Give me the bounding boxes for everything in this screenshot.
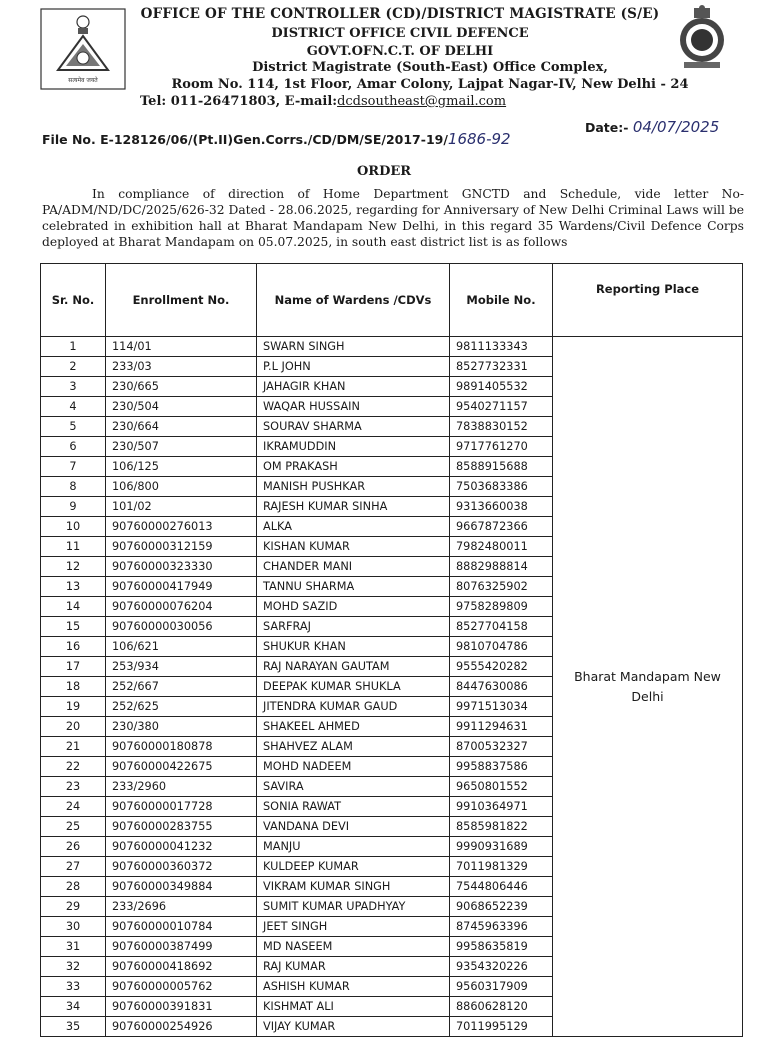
cell-name: SAVIRA	[257, 777, 450, 797]
cell-sr-no: 22	[41, 757, 106, 777]
cell-sr-no: 32	[41, 957, 106, 977]
cell-name: SHAKEEL AHMED	[257, 717, 450, 737]
cell-enrollment: 90760000076204	[106, 597, 257, 617]
cell-name: VIJAY KUMAR	[257, 1017, 450, 1037]
cell-sr-no: 11	[41, 537, 106, 557]
office-address: Room No. 114, 1st Floor, Amar Colony, Lajpat Nagar-IV, New Delhi - 24	[171, 77, 689, 92]
cell-name: SHAHVEZ ALAM	[257, 737, 450, 757]
cell-name: KULDEEP KUMAR	[257, 857, 450, 877]
cell-name: DEEPAK KUMAR SHUKLA	[257, 677, 450, 697]
cell-mobile: 9910364971	[450, 797, 553, 817]
cell-sr-no: 19	[41, 697, 106, 717]
cell-enrollment: 90760000017728	[106, 797, 257, 817]
cell-enrollment: 114/01	[106, 337, 257, 357]
cell-sr-no: 12	[41, 557, 106, 577]
cell-enrollment: 233/2960	[106, 777, 257, 797]
cell-enrollment: 90760000276013	[106, 517, 257, 537]
cell-sr-no: 35	[41, 1017, 106, 1037]
cell-name: MOHD NADEEM	[257, 757, 450, 777]
cell-reporting-place: Bharat Mandapam New Delhi	[553, 337, 743, 1037]
cell-mobile: 8585981822	[450, 817, 553, 837]
cell-sr-no: 30	[41, 917, 106, 937]
cell-mobile: 9958635819	[450, 937, 553, 957]
cell-enrollment: 252/667	[106, 677, 257, 697]
cell-sr-no: 5	[41, 417, 106, 437]
cell-enrollment: 90760000391831	[106, 997, 257, 1017]
cell-name: ALKA	[257, 517, 450, 537]
cell-name: MANISH PUSHKAR	[257, 477, 450, 497]
cell-mobile: 8076325902	[450, 577, 553, 597]
cell-enrollment: 90760000360372	[106, 857, 257, 877]
cell-sr-no: 27	[41, 857, 106, 877]
cell-sr-no: 18	[41, 677, 106, 697]
header-mobile: Mobile No.	[450, 264, 553, 337]
cell-sr-no: 14	[41, 597, 106, 617]
cell-name: SWARN SINGH	[257, 337, 450, 357]
header-sr-no: Sr. No.	[41, 264, 106, 337]
cell-enrollment: 233/03	[106, 357, 257, 377]
government-emblem-icon	[40, 8, 126, 90]
cell-name: OM PRAKASH	[257, 457, 450, 477]
header-reporting-place: Reporting Place	[553, 264, 743, 337]
cell-name: P.L JOHN	[257, 357, 450, 377]
cell-mobile: 9911294631	[450, 717, 553, 737]
cell-mobile: 9354320226	[450, 957, 553, 977]
cell-name: ASHISH KUMAR	[257, 977, 450, 997]
table-header-row	[41, 264, 743, 337]
office-complex: District Magistrate (South-East) Office Complex,	[252, 60, 608, 75]
cell-name: WAQAR HUSSAIN	[257, 397, 450, 417]
cell-mobile: 9990931689	[450, 837, 553, 857]
cell-mobile: 8700532327	[450, 737, 553, 757]
cell-mobile: 7544806446	[450, 877, 553, 897]
cell-enrollment: 230/380	[106, 717, 257, 737]
cell-enrollment: 90760000030056	[106, 617, 257, 637]
cell-enrollment: 230/665	[106, 377, 257, 397]
cell-sr-no: 1	[41, 337, 106, 357]
file-number	[42, 130, 511, 148]
cell-enrollment: 90760000005762	[106, 977, 257, 997]
cell-mobile: 8882988814	[450, 557, 553, 577]
cell-enrollment: 90760000417949	[106, 577, 257, 597]
cell-name: SARFRAJ	[257, 617, 450, 637]
cell-enrollment: 106/125	[106, 457, 257, 477]
cell-mobile: 9560317909	[450, 977, 553, 997]
cell-sr-no: 2	[41, 357, 106, 377]
cell-sr-no: 24	[41, 797, 106, 817]
cell-sr-no: 16	[41, 637, 106, 657]
cell-mobile: 9313660038	[450, 497, 553, 517]
cell-sr-no: 17	[41, 657, 106, 677]
government-title: GOVT.OFN.C.T. OF DELHI	[306, 44, 494, 59]
cell-name: RAJ KUMAR	[257, 957, 450, 977]
cell-enrollment: 230/504	[106, 397, 257, 417]
cell-mobile: 8447630086	[450, 677, 553, 697]
cell-mobile: 9650801552	[450, 777, 553, 797]
cell-sr-no: 4	[41, 397, 106, 417]
cell-sr-no: 34	[41, 997, 106, 1017]
order-paragraph: In compliance of direction of Home Department GNCTD and Schedule, vide letter No-PA/ADM/ND/DC/2025/626-32 Dated - 28.06.2025, regarding for Anniversary of New Delhi Criminal Laws will be celebrated in exhibition hall at Bharat Mandapam New Delhi, in this regard 35 Wardens/Civil Defence Corps deployed at Bharat Mandapam on 05.07.2025, in south east district list is as follows	[42, 187, 744, 249]
cell-enrollment: 90760000312159	[106, 537, 257, 557]
cell-mobile: 9811133343	[450, 337, 553, 357]
cell-sr-no: 20	[41, 717, 106, 737]
cell-mobile: 9810704786	[450, 637, 553, 657]
cell-enrollment: 230/507	[106, 437, 257, 457]
emblem-motto: सत्यमेव जयते	[68, 77, 98, 84]
cell-mobile: 9891405532	[450, 377, 553, 397]
cell-mobile: 9758289809	[450, 597, 553, 617]
cell-name: RAJ NARAYAN GAUTAM	[257, 657, 450, 677]
cell-name: RAJESH KUMAR SINHA	[257, 497, 450, 517]
cell-sr-no: 15	[41, 617, 106, 637]
cell-enrollment: 90760000254926	[106, 1017, 257, 1037]
cell-sr-no: 13	[41, 577, 106, 597]
cell-sr-no: 26	[41, 837, 106, 857]
cell-mobile: 7011995129	[450, 1017, 553, 1037]
cell-mobile: 8527704158	[450, 617, 553, 637]
cell-mobile: 9667872366	[450, 517, 553, 537]
cell-sr-no: 23	[41, 777, 106, 797]
cell-mobile: 8860628120	[450, 997, 553, 1017]
cell-enrollment: 90760000418692	[106, 957, 257, 977]
office-title: OFFICE OF THE CONTROLLER (CD)/DISTRICT MAGISTRATE (S/E)	[140, 6, 660, 22]
cell-enrollment: 253/934	[106, 657, 257, 677]
cell-enrollment: 101/02	[106, 497, 257, 517]
cell-sr-no: 33	[41, 977, 106, 997]
cell-mobile: 7838830152	[450, 417, 553, 437]
cell-mobile: 9717761270	[450, 437, 553, 457]
cell-name: TANNU SHARMA	[257, 577, 450, 597]
cell-name: JAHAGIR KHAN	[257, 377, 450, 397]
cell-enrollment: 230/664	[106, 417, 257, 437]
cell-name: SUMIT KUMAR UPADHYAY	[257, 897, 450, 917]
cell-name: VANDANA DEVI	[257, 817, 450, 837]
cell-mobile: 9068652239	[450, 897, 553, 917]
cell-enrollment: 90760000041232	[106, 837, 257, 857]
cell-sr-no: 6	[41, 437, 106, 457]
cell-name: SHUKUR KHAN	[257, 637, 450, 657]
date-handwritten: 04/07/2025	[632, 118, 720, 136]
cell-name: SOURAV SHARMA	[257, 417, 450, 437]
cell-mobile: 9971513034	[450, 697, 553, 717]
order-date	[585, 118, 719, 136]
file-number-handwritten: 1686-92	[447, 130, 511, 148]
cell-name: IKRAMUDDIN	[257, 437, 450, 457]
cell-enrollment: 90760000010784	[106, 917, 257, 937]
cell-name: MD NASEEM	[257, 937, 450, 957]
cell-mobile: 8527732331	[450, 357, 553, 377]
table-body	[41, 337, 743, 1037]
cell-sr-no: 21	[41, 737, 106, 757]
cell-sr-no: 3	[41, 377, 106, 397]
cell-enrollment: 90760000323330	[106, 557, 257, 577]
date-label: Date:-	[585, 120, 629, 135]
cell-mobile: 7982480011	[450, 537, 553, 557]
cell-mobile: 9958837586	[450, 757, 553, 777]
cell-mobile: 9555420282	[450, 657, 553, 677]
cell-name: CHANDER MANI	[257, 557, 450, 577]
email-link[interactable]: dcdsoutheast@gmail.com	[337, 94, 507, 109]
cell-mobile: 7011981329	[450, 857, 553, 877]
cell-mobile: 8588915688	[450, 457, 553, 477]
cell-sr-no: 31	[41, 937, 106, 957]
cell-enrollment: 90760000349884	[106, 877, 257, 897]
cell-sr-no: 29	[41, 897, 106, 917]
cell-name: SONIA RAWAT	[257, 797, 450, 817]
cell-name: KISHAN KUMAR	[257, 537, 450, 557]
file-number-prefix: File No. E-128126/06/(Pt.II)Gen.Corrs./CD/DM/SE/2017-19/	[42, 132, 448, 147]
cell-name: MANJU	[257, 837, 450, 857]
department-title: DISTRICT OFFICE CIVIL DEFENCE	[271, 26, 529, 41]
cell-sr-no: 25	[41, 817, 106, 837]
cell-enrollment: 233/2696	[106, 897, 257, 917]
cell-enrollment: 90760000180878	[106, 737, 257, 757]
cell-mobile: 8745963396	[450, 917, 553, 937]
cell-name: JEET SINGH	[257, 917, 450, 937]
header-enrollment: Enrollment No.	[106, 264, 257, 337]
header-name: Name of Wardens /CDVs	[257, 264, 450, 337]
contact-line	[140, 94, 506, 109]
cell-enrollment: 106/621	[106, 637, 257, 657]
deployment-table	[40, 263, 743, 1037]
cell-mobile: 9540271157	[450, 397, 553, 417]
cell-enrollment: 90760000283755	[106, 817, 257, 837]
cell-enrollment: 90760000422675	[106, 757, 257, 777]
cell-name: VIKRAM KUMAR SINGH	[257, 877, 450, 897]
cell-sr-no: 7	[41, 457, 106, 477]
cell-name: JITENDRA KUMAR GAUD	[257, 697, 450, 717]
cell-enrollment: 106/800	[106, 477, 257, 497]
cell-sr-no: 8	[41, 477, 106, 497]
cell-enrollment: 252/625	[106, 697, 257, 717]
cell-sr-no: 9	[41, 497, 106, 517]
telephone: Tel: 011-26471803, E-mail:	[140, 94, 338, 109]
cell-name: KISHMAT ALI	[257, 997, 450, 1017]
order-title: ORDER	[356, 164, 412, 179]
cell-enrollment: 90760000387499	[106, 937, 257, 957]
cell-name: MOHD SAZID	[257, 597, 450, 617]
cell-sr-no: 10	[41, 517, 106, 537]
cell-mobile: 7503683386	[450, 477, 553, 497]
cell-sr-no: 28	[41, 877, 106, 897]
table-row	[41, 337, 743, 357]
